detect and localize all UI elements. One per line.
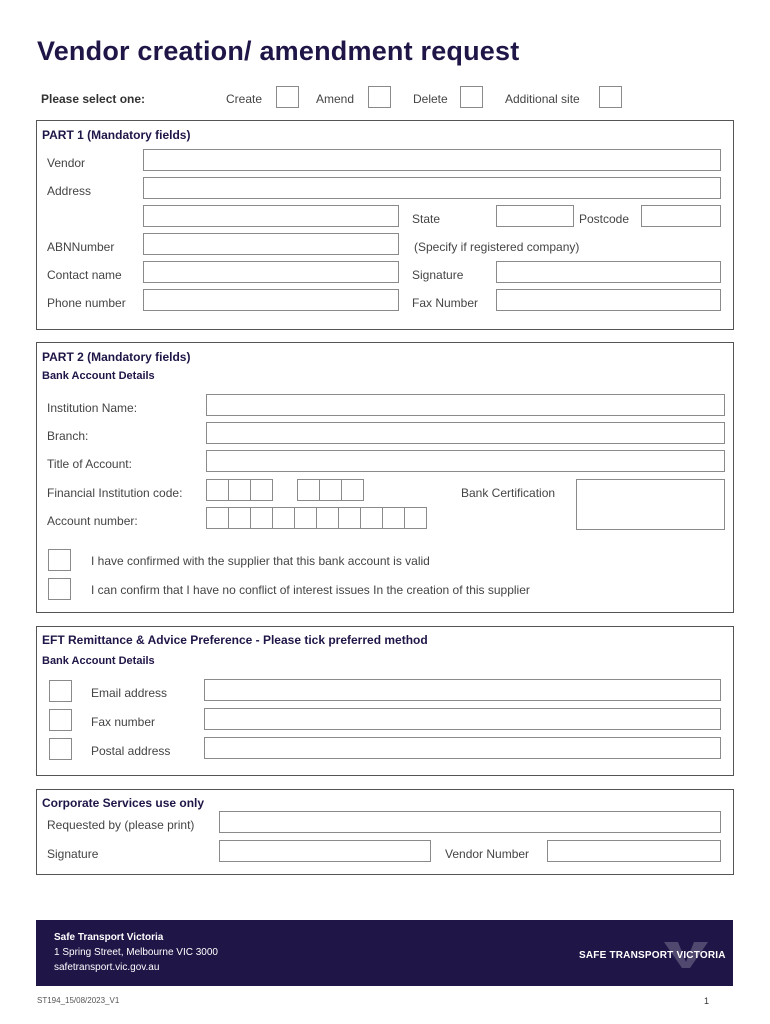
email-label: Email address: [91, 686, 168, 700]
option-additional-site-label: Additional site: [505, 92, 580, 106]
vendor-input[interactable]: [143, 149, 721, 171]
option-amend-label: Amend: [316, 92, 355, 106]
email-input[interactable]: [204, 679, 721, 701]
select-one-label: Please select one:: [41, 92, 146, 106]
branch-label: Branch:: [47, 429, 89, 443]
page-title: Vendor creation/ amendment request: [37, 36, 520, 66]
corporate-signature-input[interactable]: [219, 840, 431, 862]
fax-input[interactable]: [204, 708, 721, 730]
fax-number-label: Fax Number: [412, 296, 479, 310]
confirm-valid-checkbox[interactable]: [48, 549, 71, 571]
confirm-conflict-label: I can confirm that I have no conflict of interest issues In the creation of this supplier: [91, 583, 530, 597]
account-number-boxes[interactable]: [206, 507, 426, 529]
account-number-label: Account number:: [47, 514, 138, 528]
postcode-input[interactable]: [641, 205, 721, 227]
fi-code-group-2[interactable]: [297, 479, 363, 501]
state-label: State: [412, 212, 441, 226]
victoria-v-logo-icon: [664, 942, 708, 968]
abn-label: ABNNumber: [47, 240, 115, 254]
institution-name-label: Institution Name:: [47, 401, 138, 415]
postal-input[interactable]: [204, 737, 721, 759]
footer-org-name: Safe Transport Victoria: [54, 932, 164, 943]
postal-checkbox[interactable]: [49, 738, 72, 760]
signature-input[interactable]: [496, 261, 721, 283]
footer-banner: [36, 920, 733, 986]
postcode-label: Postcode: [579, 212, 630, 226]
page-number: 1: [704, 996, 710, 1006]
signature-label: Signature: [412, 268, 464, 282]
postal-label: Postal address: [91, 744, 171, 758]
fax-label: Fax number: [91, 715, 156, 729]
abn-input[interactable]: [143, 233, 399, 255]
confirm-valid-label: I have confirmed with the supplier that this bank account is valid: [91, 554, 430, 568]
title-of-account-input[interactable]: [206, 450, 725, 472]
additional-site-checkbox[interactable]: [599, 86, 622, 108]
vendor-label: Vendor: [47, 156, 86, 170]
eft-heading: EFT Remittance & Advice Preference - Please tick preferred method: [42, 633, 428, 647]
fi-code-group-1[interactable]: [206, 479, 272, 501]
create-checkbox[interactable]: [276, 86, 299, 108]
phone-number-input[interactable]: [143, 289, 399, 311]
abn-note: (Specify if registered company): [414, 240, 580, 254]
part2-section: [36, 342, 734, 613]
institution-name-input[interactable]: [206, 394, 725, 416]
requested-by-label: Requested by (please print): [47, 818, 195, 832]
bank-certification-box[interactable]: [576, 479, 725, 530]
fax-number-input[interactable]: [496, 289, 721, 311]
part2-heading: PART 2 (Mandatory fields): [42, 350, 191, 364]
corporate-signature-label: Signature: [47, 847, 99, 861]
contact-name-input[interactable]: [143, 261, 399, 283]
vendor-number-input[interactable]: [547, 840, 721, 862]
vendor-number-label: Vendor Number: [445, 847, 530, 861]
option-delete-label: Delete: [413, 92, 448, 106]
amend-checkbox[interactable]: [368, 86, 391, 108]
fax-checkbox[interactable]: [49, 709, 72, 731]
part2-subheading: Bank Account Details: [42, 370, 155, 382]
document-reference: ST194_15/08/2023_V1: [37, 996, 120, 1005]
requested-by-input[interactable]: [219, 811, 721, 833]
address-input-line1[interactable]: [143, 177, 721, 199]
state-input[interactable]: [496, 205, 574, 227]
contact-name-label: Contact name: [47, 268, 122, 282]
address-label: Address: [47, 184, 92, 198]
part1-heading: PART 1 (Mandatory fields): [42, 128, 191, 142]
eft-subheading: Bank Account Details: [42, 655, 155, 667]
branch-input[interactable]: [206, 422, 725, 444]
footer-address: 1 Spring Street, Melbourne VIC 3000: [54, 947, 218, 958]
bank-certification-label: Bank Certification: [461, 486, 556, 500]
corporate-heading: Corporate Services use only: [42, 796, 205, 810]
confirm-conflict-checkbox[interactable]: [48, 578, 71, 600]
email-checkbox[interactable]: [49, 680, 72, 702]
footer-logo-text: SAFE TRANSPORT VICTORIA: [579, 950, 726, 961]
delete-checkbox[interactable]: [460, 86, 483, 108]
footer-website[interactable]: safetransport.vic.gov.au: [54, 962, 160, 973]
fi-code-label: Financial Institution code:: [47, 486, 183, 500]
address-input-line2[interactable]: [143, 205, 399, 227]
option-create-label: Create: [226, 92, 263, 106]
title-of-account-label: Title of Account:: [47, 457, 132, 471]
phone-number-label: Phone number: [47, 296, 126, 310]
